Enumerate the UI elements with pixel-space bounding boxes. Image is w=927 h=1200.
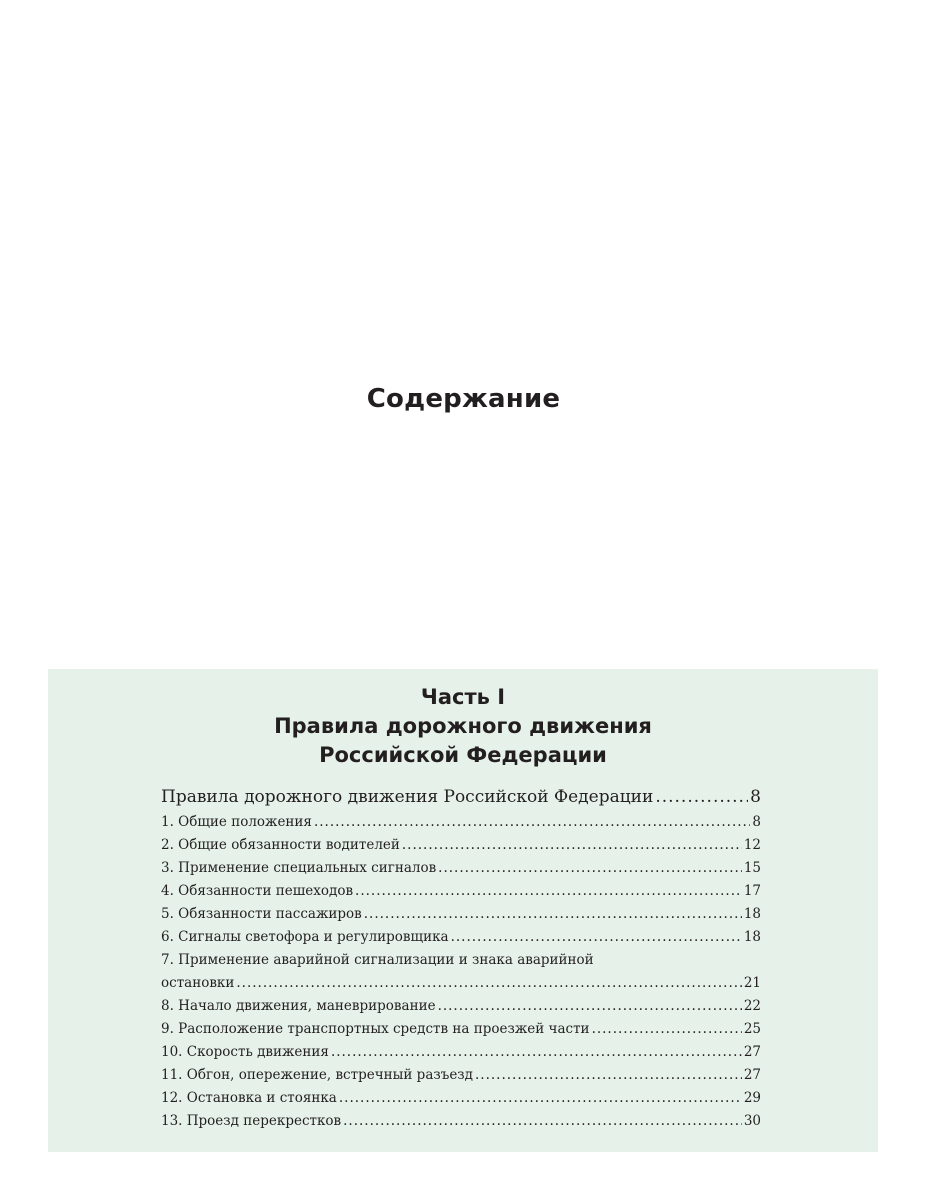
toc-entry-page: 29 [743,1090,761,1106]
leader-dots [339,1087,742,1110]
part-heading [48,683,878,770]
toc-entry-title: Правила дорожного движения Российской Федерации [161,787,654,807]
toc-entry-page: 22 [743,998,761,1014]
part-title-line1: Правила дорожного движения [274,714,652,738]
toc-entry-page: 15 [743,860,761,876]
leader-dots [451,926,742,949]
toc-entry-title: 5. Обязанности пассажиров [161,906,362,922]
toc-entry-title: 3. Применение специальных сигналов [161,860,437,876]
toc-entry-title: 13. Проезд перекрестков [161,1113,342,1129]
toc-entry[interactable] [161,926,761,949]
toc-entry-title: 2. Общие обязанности водителей [161,837,400,853]
toc-entry-line2 [161,972,761,995]
toc-entry-page: 27 [743,1044,761,1060]
toc-entry-page: 17 [743,883,761,899]
toc-entry-multiline[interactable] [161,949,761,995]
toc-entry[interactable] [161,903,761,926]
toc-panel [48,669,878,1152]
leader-dots [331,1041,742,1064]
toc-entry[interactable] [161,1064,761,1087]
toc-entry-title-line2: остановки [161,975,235,991]
toc-entry-title: 6. Сигналы светофора и регулировщика [161,929,449,945]
toc-entry-page: 18 [743,906,761,922]
toc-entry-page: 18 [743,929,761,945]
toc-entry-title-line1: 7. Применение аварийной сигнализации и знака аварийной [161,952,594,968]
toc-entry-title: 9. Расположение транспортных средств на проезжей части [161,1021,590,1037]
toc-entry[interactable] [161,880,761,903]
toc-entry-page: 8 [750,787,761,807]
leader-dots [475,1064,742,1087]
leader-dots [364,903,742,926]
toc-entry-title: 11. Обгон, опережение, встречный разъезд [161,1067,473,1083]
toc-entry[interactable] [161,857,761,880]
toc-entry-page: 8 [752,814,761,830]
leader-dots [355,880,742,903]
toc-entry-page: 30 [743,1113,761,1129]
toc-entry[interactable] [161,1110,761,1133]
toc-entry-title: 12. Остановка и стоянка [161,1090,337,1106]
leader-dots [592,1018,742,1041]
toc-entry-page: 27 [743,1067,761,1083]
leader-dots [655,784,748,810]
table-of-contents [161,784,761,1133]
toc-entry-title: 1. Общие положения [161,814,312,830]
toc-entry[interactable] [161,1041,761,1064]
leader-dots [438,857,742,880]
toc-entry[interactable] [161,995,761,1018]
toc-entry-page: 12 [743,837,761,853]
part-title-line2: Российской Федерации [319,743,607,767]
leader-dots [236,972,741,995]
leader-dots [343,1110,742,1133]
part-number: Часть I [420,685,506,709]
toc-entry[interactable] [161,834,761,857]
toc-entry-main[interactable] [161,784,761,810]
leader-dots [438,995,742,1018]
toc-entry-page: 25 [743,1021,761,1037]
toc-entry-title: 4. Обязанности пешеходов [161,883,354,899]
toc-entry-title: 10. Скорость движения [161,1044,329,1060]
toc-entry[interactable] [161,1018,761,1041]
toc-entry[interactable] [161,811,761,834]
toc-entry[interactable] [161,1087,761,1110]
toc-entry-page: 21 [743,975,761,991]
leader-dots [402,834,742,857]
leader-dots [314,811,750,834]
page-title: Содержание [366,384,561,414]
toc-entry-title: 8. Начало движения, маневрирование [161,998,436,1014]
